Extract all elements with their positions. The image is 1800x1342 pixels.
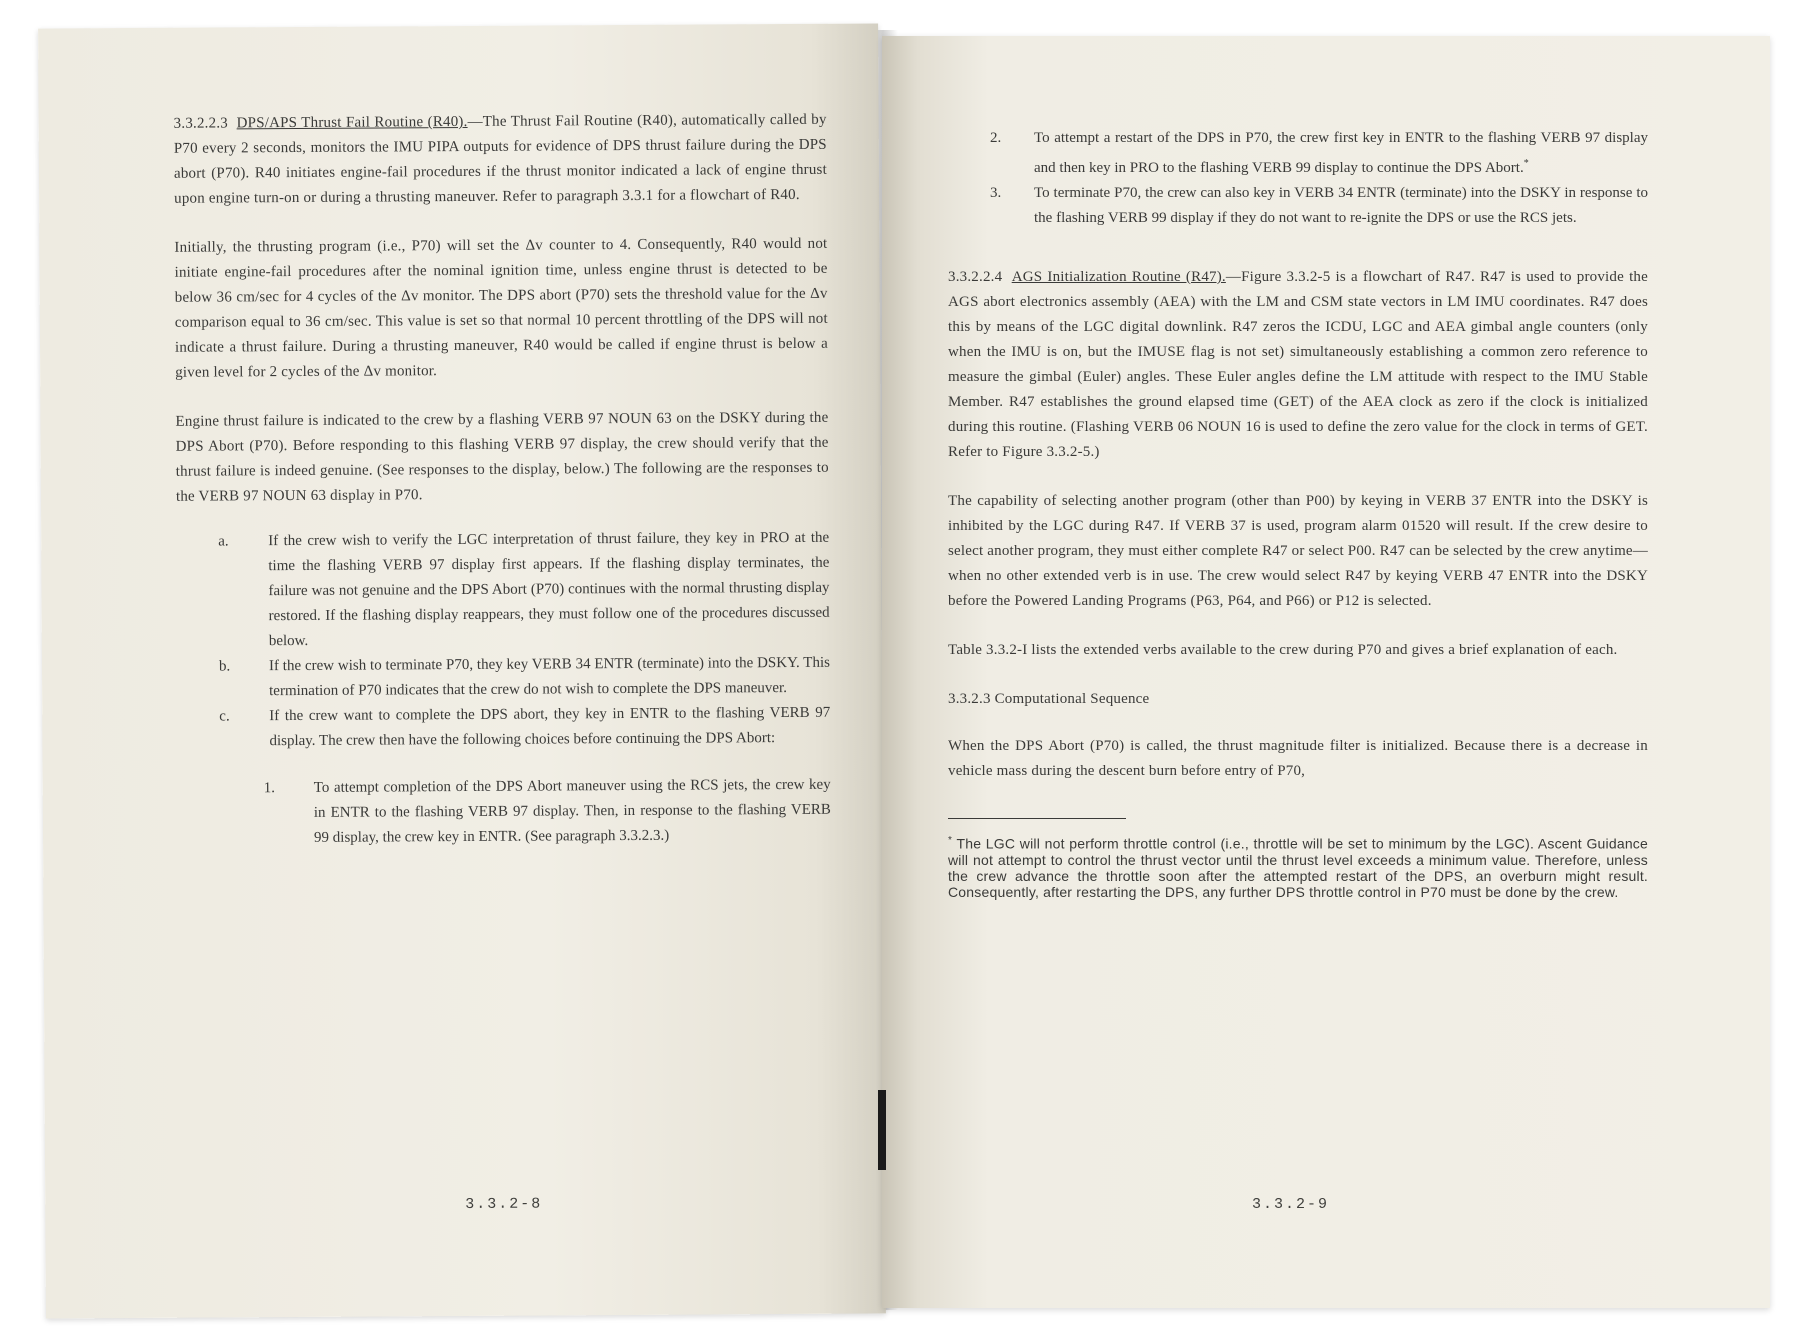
sub-list-item: [264, 773, 831, 851]
paragraph-program-selection: The capability of selecting another program (other than P00) by keying in VERB 37 ENTR into the DSKY is inhibited by the LGC during R47. If VERB 37 is used, program alarm 01520 will result. If the crew desire to select another program, they must either complete R47 or select P00. R47 can be selected by the crew anytime—when no other extended verb is in use. The crew would select R47 by keying VERB 47 ENTR into the DSKY before the Powered Landing Programs (P63, P64, and P66) or P12 is selected.: [948, 493, 1648, 609]
list-item-text: To terminate P70, the crew can also key in VERB 34 ENTR (terminate) into the DSKY in response to the flashing VERB 99 display if they do not want to re-ignite the DPS or use the RCS jets.: [1034, 185, 1648, 226]
list-marker: b.: [218, 658, 231, 675]
paragraph-extended-verbs: Table 3.3.2-I lists the extended verbs available to the crew during P70 and gives a brief explanation of each.: [948, 642, 1618, 658]
section-r40-paragraph: [174, 108, 828, 212]
paragraph-engine-thrust-failure: Engine thrust failure is indicated to the crew by a flashing VERB 97 NOUN 63 on the DSKY during the DPS Abort (P70). Before responding to this flashing VERB 97 display, the crew should verify that the thrust failure is indeed genuine. (See responses to the display, below.) The following are the responses to the VERB 97 NOUN 63 display in P70.: [175, 409, 829, 505]
footnote-divider: [948, 818, 1126, 819]
page-number: 3.3.2-8: [465, 1195, 543, 1213]
list-item-text: If the crew wish to terminate P70, they key VERB 34 ENTR (terminate) into the DSKY. This termination of P70 indicates that the crew do not wish to complete the DPS maneuver.: [268, 654, 831, 700]
footnote-text: The LGC will not perform throttle control (i.e., throttle will be set to minimum by the LGC). Ascent Guidance will not attempt to control the thrust vector until the thrust level exceeds a minimum value. Therefore, unless the crew advance the throttle soon after the attempted restart of the DPS, an overburn might result. Consequently, after restarting the DPS, any further DPS throttle control in P70 must be done by the crew.: [948, 835, 1648, 900]
list-marker: 2.: [990, 130, 1002, 146]
right-page: [882, 36, 1770, 1308]
paragraph-delta-v-counter: Initially, the thrusting program (i.e., P70) will set the Δv counter to 4. Consequently, R40 would not initiate engine-fail procedures after the nominal ignition time, unless engine thrust is detected to be below 36 cm/sec for 4 cycles of the Δv monitor. The DPS abort (P70) sets the threshold value for the Δv comparison equal to 36 cm/sec. This value is set so that normal 10 percent throttling of the DPS will not indicate a thrust failure. During a thrusting maneuver, R40 would be called if engine thrust is below a given level for 2 cycles of the Δv monitor.: [174, 235, 829, 381]
list-item: [219, 651, 830, 705]
sub-list: [264, 773, 831, 851]
list-item: [968, 181, 1648, 231]
section-title: DPS/APS Thrust Fail Routine (R40).: [236, 113, 468, 132]
list-item-text: If the crew wish to verify the LGC interpretation of thrust failure, they key in PRO at the time the flashing VERB 97 display first appears. If the flashing display terminates, the failure was not genuine and the DPS Abort (P70) continues with the normal thrusting display restored. If the flashing display reappears, they must follow one of the procedures discussed below.: [268, 529, 830, 650]
list-item: [219, 701, 830, 755]
list-item-text: If the crew want to complete the DPS abort, they key in ENTR to the flashing VERB 97 display. The crew then have the following choices before continuing the DPS Abort:: [269, 704, 831, 750]
binding-clip: [878, 1090, 886, 1170]
page-number: 3.3.2-9: [1252, 1196, 1330, 1213]
list-marker: 3.: [990, 185, 1002, 201]
footnote-marker: *: [948, 835, 953, 846]
list-marker: a.: [218, 533, 229, 550]
left-page: [38, 23, 886, 1318]
response-list: [218, 526, 831, 852]
section-r47-paragraph: [948, 265, 1648, 465]
section-title: AGS Initialization Routine (R47).: [1011, 269, 1226, 285]
footnote: [948, 833, 1648, 900]
list-item-text: To attempt a restart of the DPS in P70, the crew first key in ENTR to the flashing VERB 97 display and then key in PRO to the flashing VERB 99 display to continue the DPS Abort.: [1034, 130, 1648, 176]
subsection-heading: 3.3.2.3 Computational Sequence: [948, 691, 1150, 707]
list-marker: 1.: [263, 780, 276, 797]
continued-list: [968, 126, 1648, 231]
list-marker: c.: [219, 708, 230, 725]
footnote-reference: *: [1523, 158, 1529, 169]
paragraph-text: —Figure 3.3.2-5 is a flowchart of R47. R47 is used to provide the AGS abort electronics assembly (AEA) with the LM and CSM state vectors in LM IMU coordinates. R47 does this by means of the LGC digital downlink. R47 zeros the ICDU, LGC and AEA gimbal angle counters (only when the IMU is on, but the IMUSE flag is not set) simultaneously establishing a common zero reference to measure the gimbal (Euler) angles. These Euler angles define the LM attitude with respect to the IMU Stable Member. R47 establishes the ground elapsed time (GET) of the AEA clock as zero if the clock is initialized during this routine. (Flashing VERB 06 NOUN 16 is used to define the zero value for the clock in terms of GET. Refer to Figure 3.3.2-5.): [948, 269, 1648, 460]
section-number: 3.3.2.2.3: [173, 115, 229, 132]
list-item: [968, 126, 1648, 181]
paragraph-text: —The Thrust Fail Routine (R40), automatically called by P70 every 2 seconds, monitors the IMU PIPA outputs for evidence of DPS thrust failure during the DPS abort (P70). R40 initiates engine-fail procedures if the thrust monitor indicated a lack of engine thrust upon engine turn-on or during a thrusting maneuver. Refer to paragraph 3.3.1 for a flowchart of R40.: [173, 111, 827, 207]
list-item: [218, 526, 830, 655]
list-item-text: To attempt completion of the DPS Abort maneuver using the RCS jets, the crew key in ENTR to the flashing VERB 97 display. Then, in response to the flashing VERB 99 display, the crew key in ENTR. (See paragraph 3.3.2.3.): [313, 776, 831, 846]
paragraph-computational-sequence: When the DPS Abort (P70) is called, the thrust magnitude filter is initialized. Because there is a decrease in vehicle mass during the descent burn before entry of P70,: [948, 738, 1648, 779]
section-number: 3.3.2.2.4: [948, 269, 1003, 285]
